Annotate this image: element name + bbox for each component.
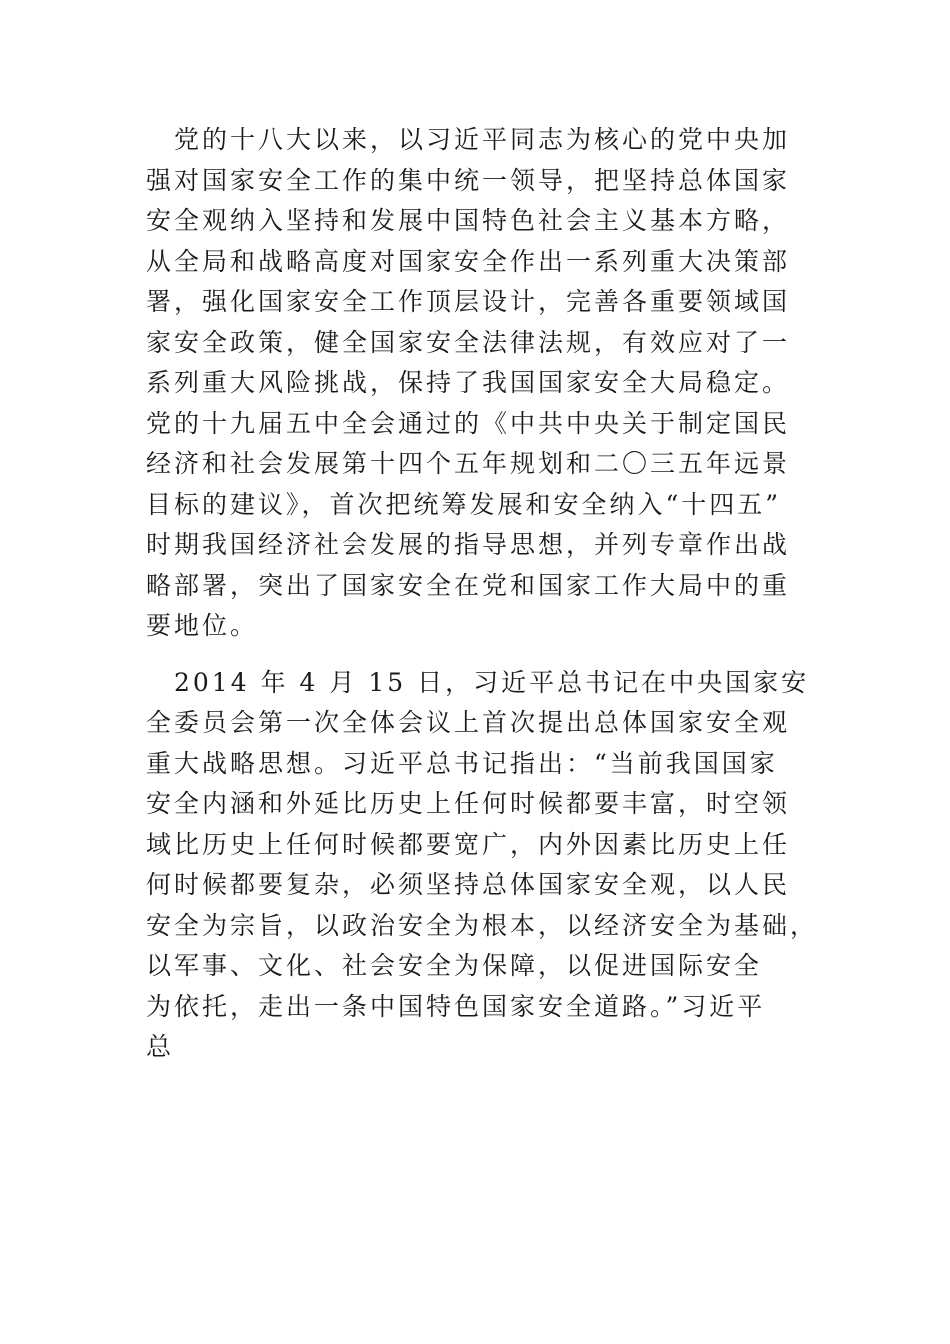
text-line: 党的十九届五中全会通过的《中共中央关于制定国民: [146, 408, 791, 438]
text-line: 安全为宗旨，以政治安全为根本，以经济安全为基础，: [146, 910, 819, 940]
text-line: 要地位。: [146, 611, 259, 640]
text-line: 何时候都要复杂，必须坚持总体国家安全观，以人民: [146, 870, 791, 899]
paragraph-1: [146, 120, 806, 647]
text-line: 时期我国经济社会发展的指导思想，并列专章作出战: [146, 530, 791, 559]
text-line: 党的十八大以来，以习近平同志为核心的党中央加: [146, 125, 791, 154]
text-line: 安全观纳入坚持和发展中国特色社会主义基本方略，: [146, 206, 791, 235]
text-line: 全委员会第一次全体会议上首次提出总体国家安全观: [146, 708, 791, 737]
text-line: 总: [146, 1032, 175, 1061]
document-body: [146, 120, 819, 1068]
text-line: 略部署，突出了国家安全在党和国家工作大局中的重: [146, 570, 791, 600]
text-line: 为依托，走出一条中国特色国家安全道路。”习近平: [146, 991, 766, 1021]
paragraph-2: [146, 663, 819, 1068]
text-line: 经济和社会发展第十四个五年规划和二〇三五年远景: [146, 449, 791, 478]
text-line: 强对国家安全工作的集中统一领导，把坚持总体国家: [146, 165, 791, 195]
text-line: 以军事、文化、社会安全为保障，以促进国际安全: [146, 951, 763, 980]
text-line: 重大战略思想。习近平总书记指出：“当前我国国家: [146, 748, 778, 778]
text-line: 目标的建议》，首次把统筹发展和安全纳入“十四五”: [146, 489, 782, 519]
text-line: 2014 年 4 月 15 日，习近平总书记在中央国家安: [146, 667, 810, 697]
text-line: 家安全政策，健全国家安全法律法规，有效应对了一: [146, 327, 791, 357]
text-line: 域比历史上任何时候都要宽广，内外因素比历史上任: [146, 829, 791, 859]
text-line: 从全局和战略高度对国家安全作出一系列重大决策部: [146, 246, 791, 276]
text-line: 安全内涵和外延比历史上任何时候都要丰富，时空领: [146, 789, 791, 818]
text-line: 署，强化国家安全工作顶层设计，完善各重要领域国: [146, 287, 791, 316]
text-line: 系列重大风险挑战，保持了我国国家安全大局稳定。: [146, 368, 791, 397]
